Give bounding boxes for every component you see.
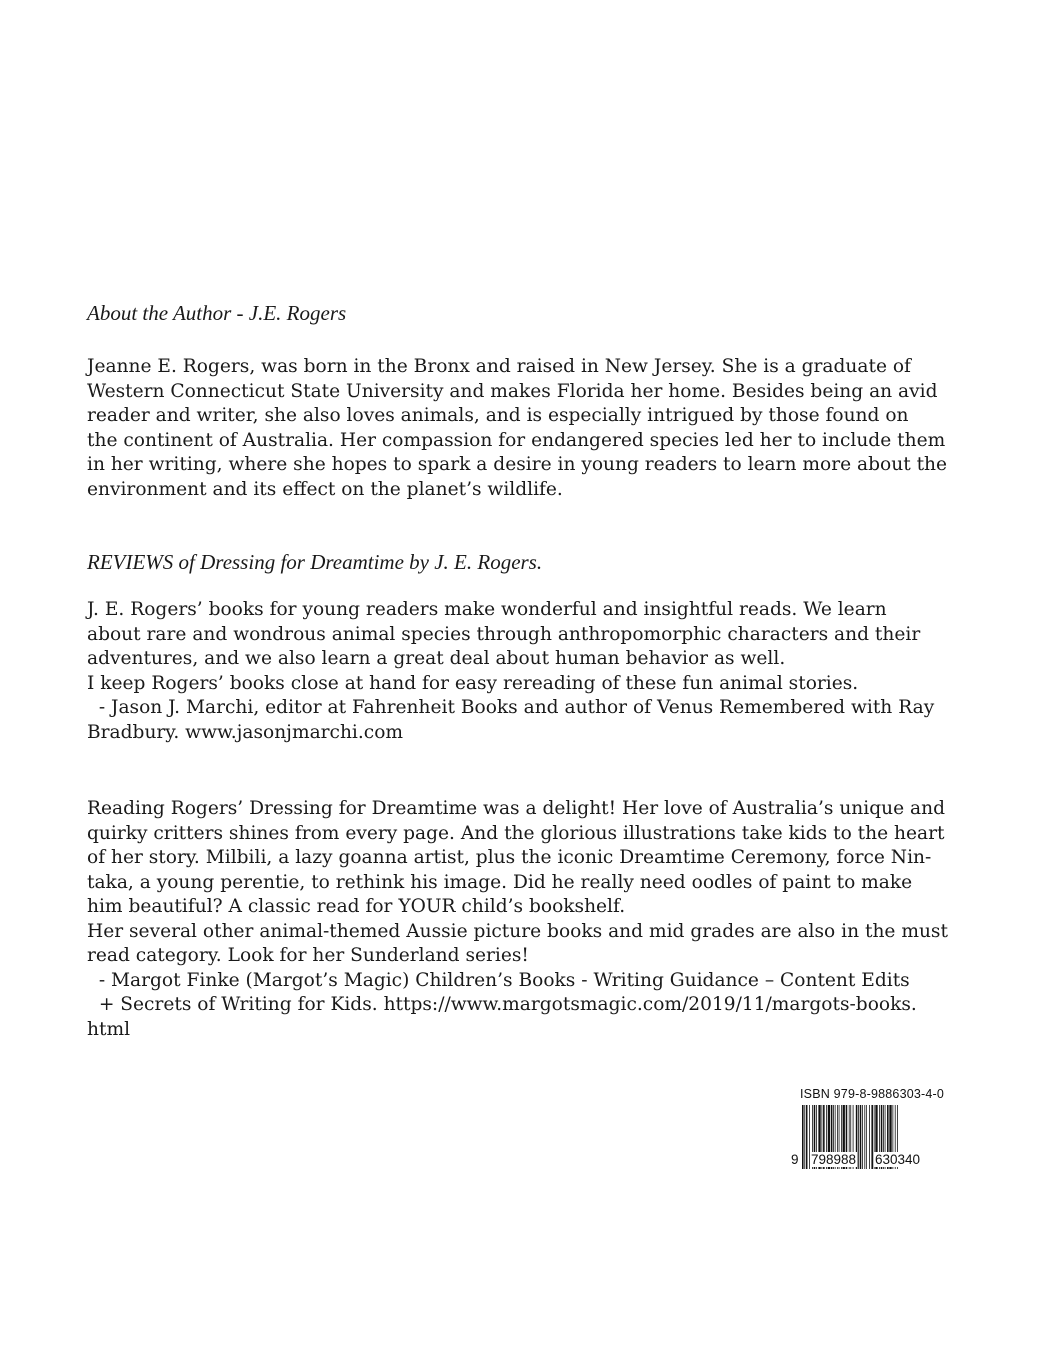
barcode-digits xyxy=(790,1152,948,1172)
reviews-heading: REVIEWS of Dressing for Dreamtime by J. E. Rogers. xyxy=(87,550,543,574)
review-margot-finke xyxy=(87,797,957,1042)
paragraph-line: of her story. Milbili, a lazy goanna artist, plus the iconic Dreamtime Ceremony, force Nin- xyxy=(87,847,932,868)
isbn-barcode xyxy=(790,1086,948,1174)
attribution-line: + Secrets of Writing for Kids. https://www.margotsmagic.com/2019/11/margots-books. xyxy=(87,994,917,1015)
paragraph-line: adventures, and we also learn a great deal about human behavior as well. xyxy=(87,648,786,669)
paragraph-line: taka, a young perentie, to rethink his image. Did he really need oodles of paint to make xyxy=(87,871,913,893)
about-author-section xyxy=(87,301,957,326)
isbn-label: ISBN 979-8-9886303-4-0 xyxy=(800,1087,945,1101)
paragraph-line: about rare and wondrous animal species through anthropomorphic characters and their xyxy=(87,623,921,645)
reviews-section xyxy=(87,550,957,575)
paragraph-line: Western Connecticut State University and makes Florida her home. Besides being an avid xyxy=(87,380,938,402)
attribution-line: html xyxy=(87,1018,131,1040)
paragraph-line: Her several other animal-themed Aussie picture books and mid grades are also in the must xyxy=(87,920,948,942)
attribution-line: - Margot Finke (Margot’s Magic) Children’s Books - Writing Guidance – Content Edits xyxy=(87,969,910,991)
attribution-line: Bradbury. www.jasonjmarchi.com xyxy=(87,721,404,743)
paragraph-line: environment and its effect on the planet’s wildlife. xyxy=(87,478,563,500)
paragraph-line: the continent of Australia. Her compassion for endangered species led her to include them xyxy=(87,429,946,451)
review-jason-marchi xyxy=(87,598,957,745)
paragraph-line: J. E. Rogers’ books for young readers make wonderful and insightful reads. We learn xyxy=(87,599,887,620)
about-author-heading: About the Author - J.E. Rogers xyxy=(87,301,347,325)
attribution-line: - Jason J. Marchi, editor at Fahrenheit Books and author of Venus Remembered with Ray xyxy=(87,697,935,718)
about-author-body xyxy=(87,355,957,502)
barcode-digit-group: 798988 xyxy=(811,1152,857,1167)
paragraph-line: quirky critters shines from every page. And the glorious illustrations take kids to the heart xyxy=(87,822,945,844)
paragraph-line: him beautiful? A classic read for YOUR child’s bookshelf. xyxy=(87,896,626,917)
barcode-digit-group: 630340 xyxy=(875,1152,921,1167)
paragraph-line: Reading Rogers’ Dressing for Dreamtime was a delight! Her love of Australia’s unique and xyxy=(87,798,945,819)
paragraph-line: in her writing, where she hopes to spark a desire in young readers to learn more about the xyxy=(87,454,948,475)
barcode-digit-lead: 9 xyxy=(791,1152,799,1167)
paragraph-line: reader and writer, she also loves animals, and is especially intrigued by those found on xyxy=(87,405,909,426)
paragraph-line: Jeanne E. Rogers, was born in the Bronx and raised in New Jersey. She is a graduate of xyxy=(87,356,911,377)
paragraph-line: I keep Rogers’ books close at hand for easy rereading of these fun animal stories. xyxy=(87,672,859,694)
paragraph-line: read category. Look for her Sunderland series! xyxy=(87,945,529,966)
